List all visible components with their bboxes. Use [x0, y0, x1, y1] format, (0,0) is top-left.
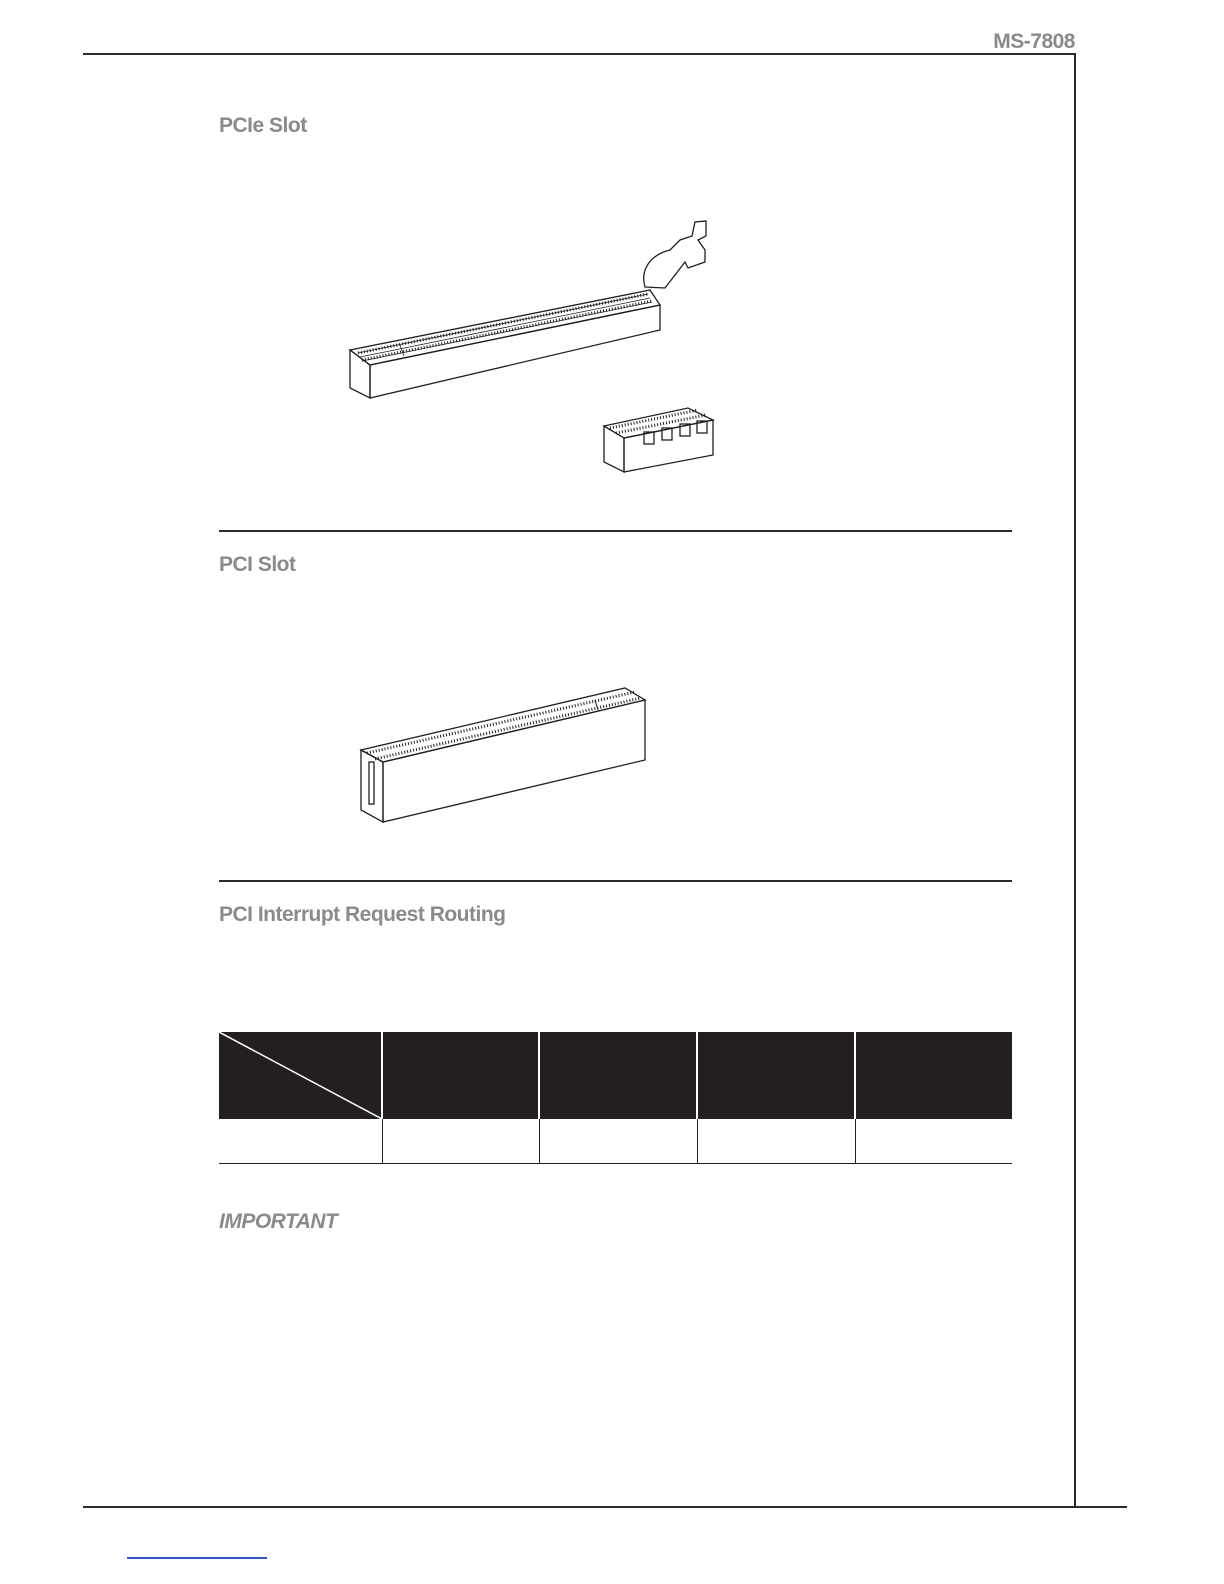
pci-slot-title: PCI Slot: [219, 553, 296, 576]
header-cell: [697, 1032, 855, 1119]
section-divider-2: [219, 880, 1012, 882]
table-cell: [382, 1119, 539, 1164]
table-row: [219, 1119, 1012, 1164]
important-label: IMPORTANT: [219, 1210, 338, 1233]
table-cell: [697, 1119, 855, 1164]
diagonal-divider: [219, 1032, 382, 1119]
irq-routing-table: [219, 1032, 1012, 1164]
pci-slot-illustration: [355, 680, 655, 830]
table-cell: [855, 1119, 1012, 1164]
table-cell: [219, 1119, 382, 1164]
header-cell: [539, 1032, 697, 1119]
footer-rule: [83, 1506, 1127, 1508]
table-header-row: [219, 1032, 1012, 1119]
header-cell: [382, 1032, 539, 1119]
model-number: MS-7808: [993, 30, 1075, 53]
diagonal-header-cell: [219, 1032, 382, 1119]
pcie-slot-title: PCIe Slot: [219, 114, 307, 137]
header-rule: [83, 53, 1076, 55]
pcie-x16-slot-illustration: [340, 210, 730, 410]
header-cell: [855, 1032, 1012, 1119]
footer-link-underline[interactable]: [127, 1557, 267, 1559]
right-margin-rule: [1074, 53, 1076, 1507]
section-divider-1: [219, 530, 1012, 532]
table-cell: [539, 1119, 697, 1164]
irq-routing-title: PCI Interrupt Request Routing: [219, 903, 506, 926]
pcie-x1-slot-illustration: [598, 400, 723, 480]
